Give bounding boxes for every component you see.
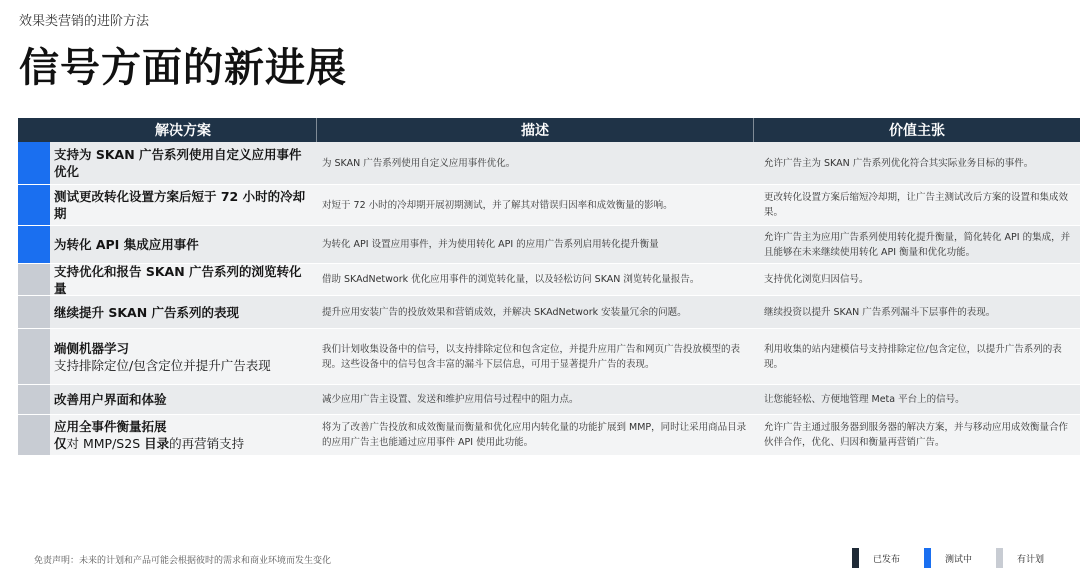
page-title: 信号方面的新进展 — [19, 45, 347, 91]
legend-item-testing — [924, 548, 972, 568]
legend-swatch — [924, 548, 931, 568]
legend-swatch — [996, 548, 1003, 568]
status-stripe — [18, 264, 50, 295]
solution-cell: 支持为 SKAN 广告系列使用自定义应用事件优化 — [54, 147, 302, 179]
legend-label: 测试中 — [945, 554, 973, 565]
value-cell: 允许广告主为 SKAN 广告系列优化符合其实际业务目标的事件。 — [764, 157, 1034, 169]
status-stripe — [18, 329, 50, 384]
status-stripe — [18, 142, 50, 184]
legend-swatch — [852, 548, 859, 568]
value-cell: 让您能轻松、方便地管理 Meta 平台上的信号。 — [764, 394, 965, 405]
table-header — [18, 118, 1080, 142]
column-header-description: 描述 — [316, 118, 753, 142]
header-stripe — [18, 118, 50, 142]
value-cell: 继续投资以提升 SKAN 广告系列漏斗下层事件的表现。 — [764, 306, 996, 318]
description-cell: 提升应用安装广告的投放效果和营销成效，并解决 SKAdNetwork 安装量冗余的问题。 — [322, 306, 687, 318]
legend-item-planned — [996, 548, 1044, 568]
column-header-solution: 解决方案 — [155, 123, 211, 139]
status-stripe — [18, 296, 50, 328]
solution-cell: 应用全事件衡量拓展 仅对 MMP/S2S 目录的再营销支持 — [54, 419, 245, 451]
solution-cell: 继续提升 SKAN 广告系列的表现 — [54, 304, 240, 320]
disclaimer-text: 免责声明：未来的计划和产品可能会根据彼时的需求和商业环境而发生变化 — [34, 556, 332, 566]
legend-item-released — [852, 548, 900, 568]
description-cell: 对短于 72 小时的冷却期开展初期测试，并了解其对错误归因率和成效衡量的影响。 — [322, 199, 673, 211]
description-cell: 减少应用广告主设置、发送和维护应用信号过程中的阻力点。 — [322, 394, 579, 405]
legend-label: 已发布 — [873, 554, 901, 565]
description-cell: 为转化 API 设置应用事件，并为使用转化 API 的应用广告系列启用转化提升衡量 — [322, 239, 659, 250]
table-row — [18, 142, 1080, 185]
description-cell: 借助 SKAdNetwork 优化应用事件的浏览转化量，以及轻松访问 SKAN 浏览转化量报告。 — [322, 274, 700, 285]
table-row — [18, 329, 1080, 385]
description-cell: 将为了改善广告投放和成效衡量而衡量和优化应用内转化量的功能扩展到 MMP，同时让采用商品目录的应用广告主也能通过应用事件 API 使用此功能。 — [322, 422, 747, 448]
status-stripe — [18, 185, 50, 225]
description-cell: 我们计划收集设备中的信号，以支持排除定位和包含定位，并提升应用广告和网页广告投放模型的表现。这些设备中的信号包含丰富的漏斗下层信息，可用于显著提升广告的表现。 — [322, 343, 741, 370]
table-row — [18, 185, 1080, 226]
value-cell: 允许广告主通过服务器到服务器的解决方案，并与移动应用成效衡量合作伙伴合作，优化、归因和衡量再营销广告。 — [764, 422, 1069, 448]
column-header-value: 价值主张 — [753, 118, 1080, 142]
status-legend — [852, 548, 1068, 568]
legend-label: 有计划 — [1017, 554, 1045, 565]
solution-cell: 改善用户界面和体验 — [54, 392, 167, 407]
description-cell: 为 SKAN 广告系列使用自定义应用事件优化。 — [322, 157, 516, 169]
value-cell: 允许广告主为应用广告系列使用转化提升衡量，简化转化 API 的集成，并且能够在未来继续使用转化 API 衡量和优化功能。 — [764, 231, 1071, 258]
value-cell: 更改转化设置方案后缩短冷却期，让广告主测试改后方案的设置和集成效果。 — [764, 192, 1069, 218]
section-subtitle: 效果类营销的进阶方法 — [19, 14, 150, 29]
solution-cell: 测试更改转化设置方案后短于 72 小时的冷却期 — [54, 189, 306, 221]
value-cell: 利用收集的站内建模信号支持排除定位/包含定位，以提升广告系列的表现。 — [764, 343, 1062, 370]
value-cell: 支持优化浏览归因信号。 — [764, 274, 869, 285]
solution-cell: 支持优化和报告 SKAN 广告系列的浏览转化量 — [54, 263, 302, 296]
roadmap-table — [18, 118, 1080, 456]
table-row — [18, 415, 1080, 456]
table-row — [18, 385, 1080, 415]
status-stripe — [18, 415, 50, 455]
status-stripe — [18, 385, 50, 414]
table-row — [18, 264, 1080, 296]
table-row — [18, 226, 1080, 264]
status-stripe — [18, 226, 50, 263]
table-row — [18, 296, 1080, 329]
solution-cell: 端侧机器学习 支持排除定位/包含定位并提升广告表现 — [54, 340, 271, 373]
solution-cell: 为转化 API 集成应用事件 — [54, 237, 199, 252]
